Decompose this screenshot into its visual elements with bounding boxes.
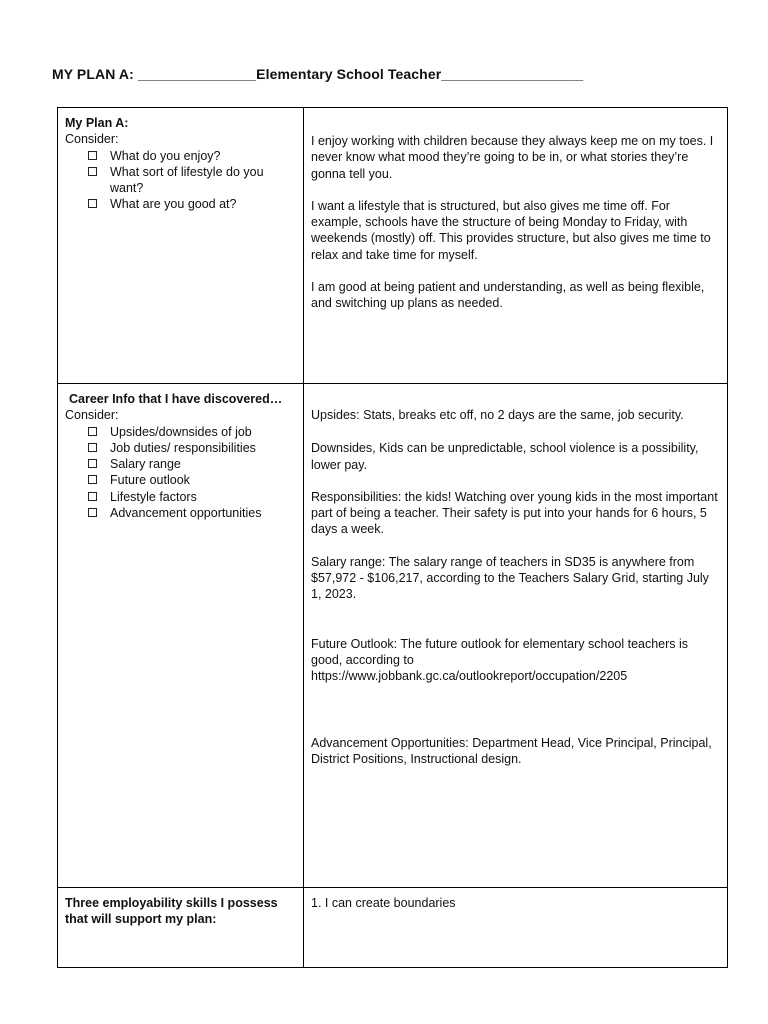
table-row-employability-skills: [58, 888, 728, 968]
plan-table: [57, 107, 728, 968]
skills-heading: Three employability skills I possess that will support my plan:: [65, 896, 278, 927]
checkbox-icon[interactable]: [88, 508, 97, 517]
checklist-item: Future outlook: [87, 472, 298, 488]
skills-prompt-cell: [58, 888, 304, 968]
table-row-plan-a: [58, 108, 728, 384]
consider-label: Consider:: [65, 408, 119, 423]
consider-label: Consider:: [65, 132, 119, 147]
checklist-item: What do you enjoy?: [87, 148, 298, 164]
plan-a-answer-cell: [304, 108, 728, 384]
answer-paragraph: Downsides, Kids can be unpredictable, school violence is a possibility, lower pay.: [311, 441, 699, 472]
answer-paragraph: I want a lifestyle that is structured, but also gives me time off. For example, schools have the structure of being Monday to Friday, with weekends (mostly) off. This provides structure, but also gives me time to relax and take time for myself.: [311, 198, 711, 262]
page-title: MY PLAN A: _______________Elementary School Teacher__________________: [52, 66, 584, 82]
answer-paragraph: I am good at being patient and understanding, as well as being flexible, and switching up plans as needed.: [311, 280, 705, 311]
checklist-item: Upsides/downsides of job: [87, 424, 298, 440]
career-info-prompt-cell: [58, 384, 304, 888]
checklist-item: Salary range: [87, 456, 298, 472]
checklist-item: What are you good at?: [87, 196, 298, 212]
checkbox-icon[interactable]: [88, 475, 97, 484]
checklist-item: What sort of lifestyle do you want?: [87, 164, 298, 197]
answer-paragraph: I enjoy working with children because they always keep me on my toes. I never know what mood they’re going to be in, or what stories they’re gonna tell you.: [311, 134, 714, 181]
answer-paragraph: Responsibilities: the kids! Watching over young kids in the most important part of being a teacher. Their safety is put into your hands for 6 hours, 5 days a week.: [311, 489, 718, 537]
skills-answer-cell: [304, 888, 728, 968]
checkbox-icon[interactable]: [88, 151, 97, 160]
answer-paragraph: Advancement Opportunities: Department Head, Vice Principal, Principal, District Positions, Instructional design.: [311, 735, 712, 766]
checkbox-icon[interactable]: [88, 459, 97, 468]
checkbox-icon[interactable]: [88, 443, 97, 452]
answer-paragraph: Upsides: Stats, breaks etc off, no 2 days are the same, job security.: [311, 408, 684, 422]
checklist-item: Advancement opportunities: [87, 505, 298, 521]
career-info-heading: Career Info that I have discovered…: [69, 392, 283, 406]
plan-a-prompt-cell: [58, 108, 304, 384]
career-info-answer-cell: [304, 384, 728, 888]
checkbox-icon[interactable]: [88, 199, 97, 208]
answer-paragraph: Future Outlook: The future outlook for elementary school teachers is good, according to https://www.jobbank.gc.ca/outlookreport/occupation/2205: [311, 636, 689, 684]
checklist-item: Job duties/ responsibilities: [87, 440, 298, 456]
answer-paragraph: 1. I can create boundaries: [311, 896, 456, 910]
plan-a-checklist: [65, 148, 298, 213]
plan-a-heading: My Plan A:: [65, 116, 129, 130]
checkbox-icon[interactable]: [88, 167, 97, 176]
checkbox-icon[interactable]: [88, 492, 97, 501]
answer-paragraph: Salary range: The salary range of teachers in SD35 is anywhere from $57,972 - $106,217, according to the Teachers Salary Grid, starting July 1, 2023.: [311, 554, 709, 602]
table-row-career-info: [58, 384, 728, 888]
checklist-item: Lifestyle factors: [87, 489, 298, 505]
career-info-checklist: [65, 424, 298, 522]
checkbox-icon[interactable]: [88, 427, 97, 436]
